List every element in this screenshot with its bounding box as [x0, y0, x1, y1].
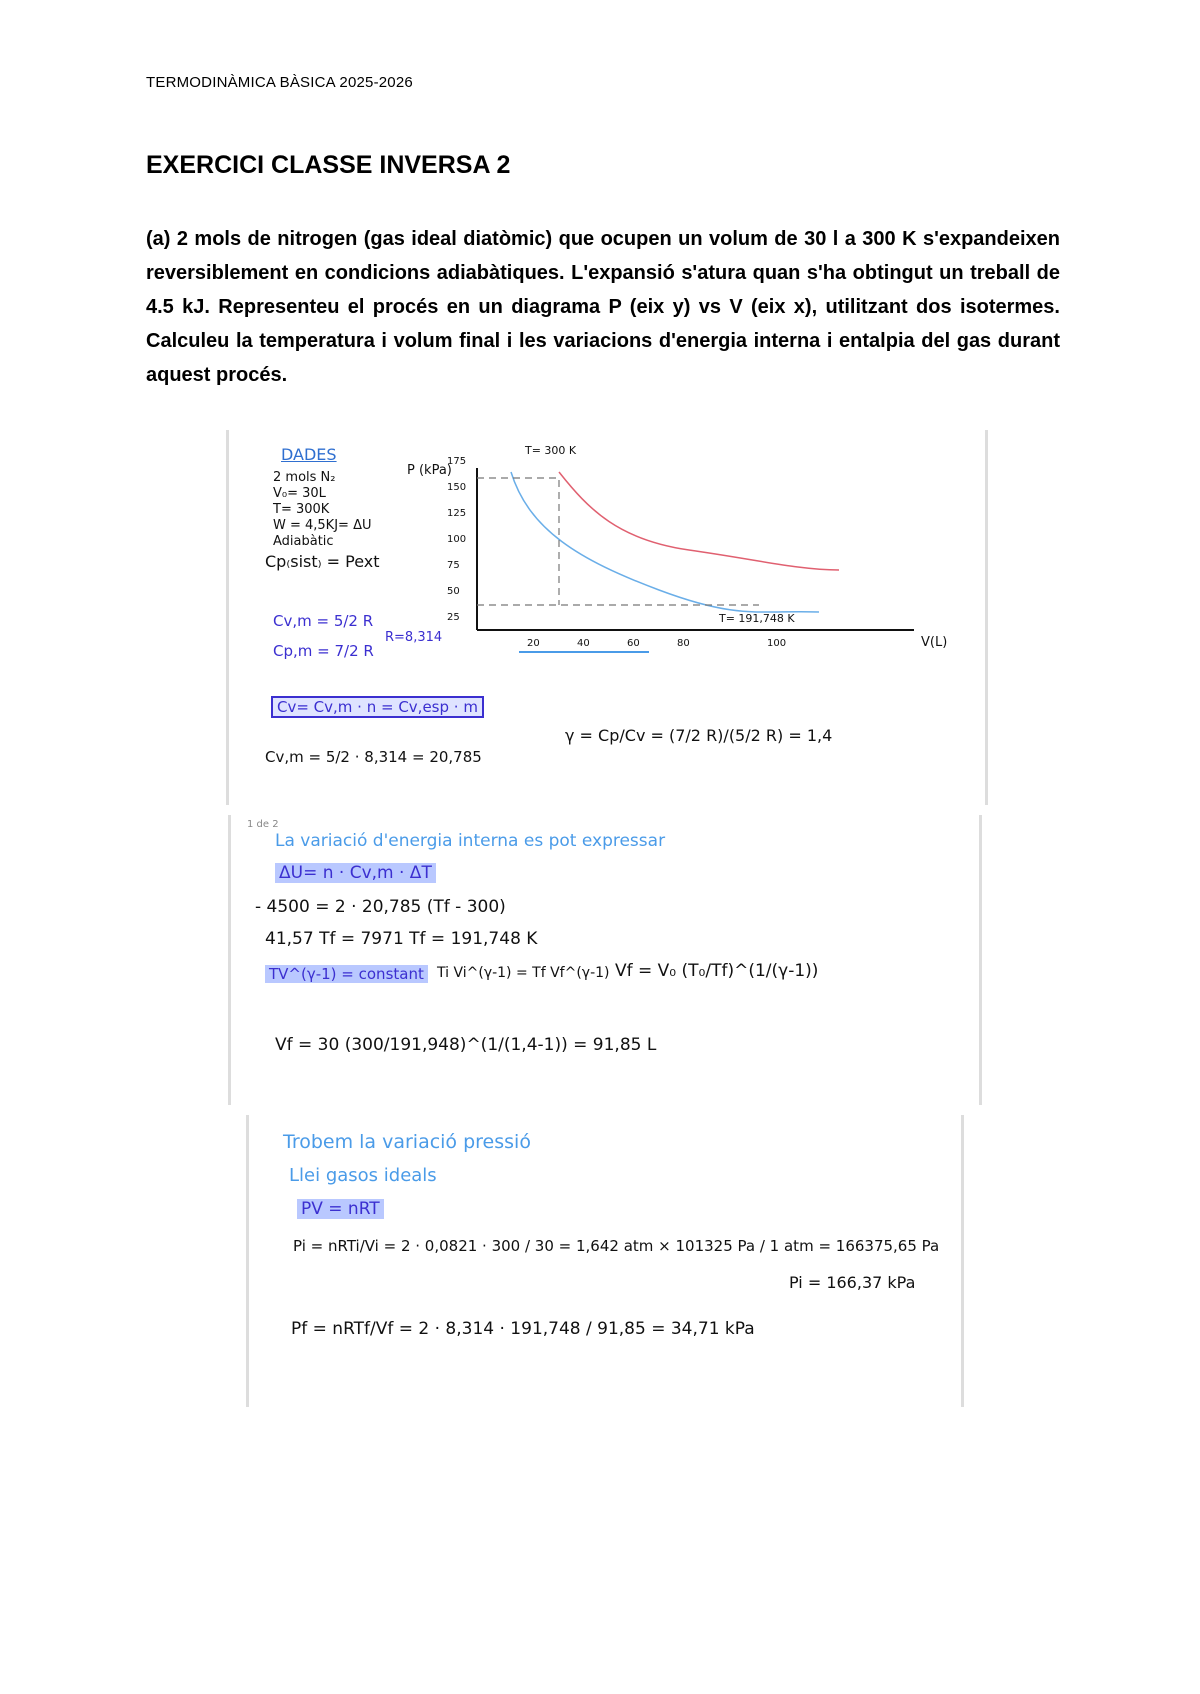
x-tick-label: 20 [527, 638, 540, 649]
y-tick-label: 50 [447, 586, 460, 597]
y-tick-label: 100 [447, 534, 467, 545]
isotherm-300k [559, 472, 839, 570]
handwritten-panel-pressure [246, 1115, 964, 1407]
dades-list [273, 470, 371, 550]
delta-u-formula: ΔU= n · Cv,m · ΔT [275, 863, 436, 883]
dades-item: Adiabàtic [273, 534, 334, 549]
initial-pressure-kpa: Pi = 166,37 kPa [789, 1273, 916, 1292]
dades-item: W = 4,5KJ= ΔU [273, 518, 372, 533]
page-header: TERMODINÀMICA BÀSICA 2025-2026 [146, 74, 413, 91]
tv-relation: Ti Vi^(γ-1) = Tf Vf^(γ-1) [437, 965, 610, 981]
problem-statement: (a) 2 mols de nitrogen (gas ideal diatòmic) que ocupen un volum de 30 l a 300 K s'expandeixen reversiblement en condicions adiabàtiques. L'expansió s'atura quan s'ha obtingut un treball de 4.5 kJ. Representeu el procés en un diagrama P (eix y) vs V (eix x), utilitzant dos isotermes. Calculeu la temperatura i volum final i les variacions d'energia interna i entalpia del gas durant aquest procés. [146, 228, 1060, 386]
x-tick-label: 100 [767, 638, 787, 649]
dades-item: V₀= 30L [273, 486, 326, 501]
handwritten-panel-energy [228, 815, 982, 1105]
final-pressure-calc: Pf = nRTf/Vf = 2 · 8,314 · 191,748 / 91,85 = 34,71 kPa [291, 1319, 755, 1339]
cv-boxed-equation: Cv= Cv,m · n = Cv,esp · m [271, 696, 484, 718]
isotherm-label-191k: T= 191,748 K [719, 612, 795, 625]
initial-pressure-calc: Pi = nRTi/Vi = 2 · 0,0821 · 300 / 30 = 1,642 atm × 101325 Pa / 1 atm = 166375,65 Pa [293, 1237, 940, 1255]
cvm-equation: Cv,m = 5/2 R [273, 612, 374, 630]
work-equation: - 4500 = 2 · 20,785 (Tf - 300) [255, 897, 506, 917]
cpm-equation: Cp,m = 7/2 R [273, 642, 374, 660]
y-tick-label: 125 [447, 508, 467, 519]
ideal-gas-equation: PV = nRT [297, 1199, 384, 1219]
page-title: EXERCICI CLASSE INVERSA 2 [146, 151, 511, 179]
pv-diagram [399, 430, 979, 670]
adiabat-guide [477, 478, 759, 605]
dades-item: T= 300K [273, 502, 330, 517]
page-label: 1 de 2 [247, 819, 279, 830]
cvm-calculation: Cv,m = 5/2 · 8,314 = 20,785 [265, 748, 482, 766]
final-temperature: 41,57 Tf = 7971 Tf = 191,748 K [265, 929, 538, 949]
y-tick-label: 25 [447, 612, 460, 623]
pressure-intro: Trobem la variació pressió [283, 1131, 531, 1153]
y-tick-label: 75 [447, 560, 460, 571]
r-constant: R=8,314 [385, 630, 443, 645]
isotherm-191k [511, 472, 819, 612]
adiabatic-relation: TV^(γ-1) = constant [265, 965, 428, 983]
dades-item: 2 mols N₂ [273, 470, 336, 485]
x-axis-label: V(L) [921, 635, 948, 650]
gamma-equation: γ = Cp/Cv = (7/2 R)/(5/2 R) = 1,4 [565, 726, 833, 745]
dades-title: DADES [281, 445, 337, 464]
handwritten-panel-data [226, 430, 988, 805]
x-tick-label: 80 [677, 638, 690, 649]
energy-intro: La variació d'energia interna es pot expressar [275, 831, 666, 851]
isotherm-label-300k: T= 300 K [525, 444, 577, 457]
y-axis-label: P (kPa) [407, 463, 452, 478]
ideal-gas-law-title: Llei gasos ideals [289, 1165, 437, 1186]
vf-formula: Vf = V₀ (T₀/Tf)^(1/(γ-1)) [615, 961, 819, 981]
x-tick-label: 60 [627, 638, 640, 649]
psist-equation: Cp₍sist₎ = Pext [265, 552, 380, 571]
y-tick-label: 150 [447, 482, 467, 493]
y-tick-label: 175 [447, 456, 467, 467]
vf-calculation: Vf = 30 (300/191,948)^(1/(1,4-1)) = 91,85 L [275, 1035, 657, 1055]
x-tick-label: 40 [577, 638, 590, 649]
